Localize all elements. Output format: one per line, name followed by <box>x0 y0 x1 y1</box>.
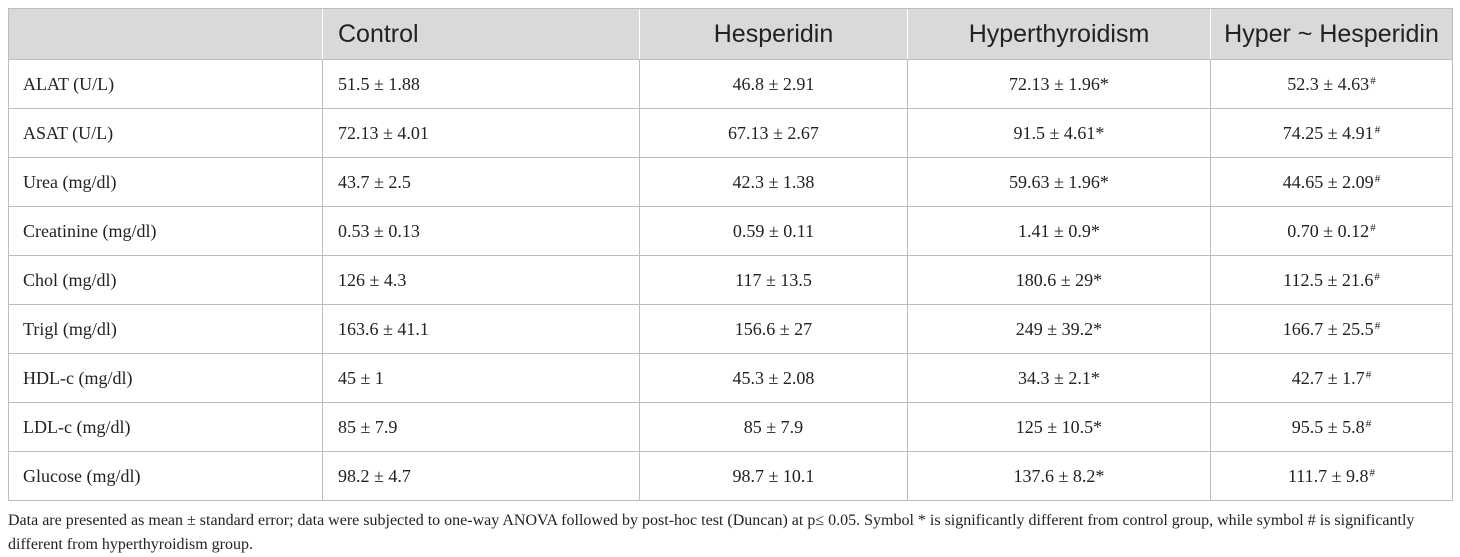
cell-hyperthyroidism: 1.41 ± 0.9* <box>908 207 1211 256</box>
table-row <box>9 207 1453 256</box>
cell-hyper-hesperidin <box>1211 60 1453 109</box>
row-label: Creatinine (mg/dl) <box>9 207 323 256</box>
significance-mark: # <box>1374 270 1380 283</box>
cell-hyperthyroidism: 125 ± 10.5* <box>908 403 1211 452</box>
cell-value: 111.7 ± 9.8 <box>1287 465 1369 486</box>
cell-control: 51.5 ± 1.88 <box>323 60 640 109</box>
row-label: HDL-c (mg/dl) <box>9 354 323 403</box>
cell-hyperthyroidism: 59.63 ± 1.96* <box>908 158 1211 207</box>
cell-hesperidin: 0.59 ± 0.11 <box>640 207 908 256</box>
header-cell-control: Control <box>323 9 640 60</box>
cell-hyper-hesperidin <box>1211 207 1453 256</box>
significance-mark: # <box>1374 319 1381 332</box>
table-row <box>9 403 1453 452</box>
cell-value: 0.70 ± 0.12 <box>1287 220 1370 241</box>
cell-control: 163.6 ± 41.1 <box>323 305 640 354</box>
cell-hyper-hesperidin <box>1211 452 1453 501</box>
header-cell-hyper-hesperidin: Hyper ~ Hesperidin <box>1211 9 1453 60</box>
cell-hesperidin: 67.13 ± 2.67 <box>640 109 908 158</box>
cell-control: 85 ± 7.9 <box>323 403 640 452</box>
cell-control: 72.13 ± 4.01 <box>323 109 640 158</box>
table-row <box>9 256 1453 305</box>
header-row <box>9 9 1453 60</box>
significance-mark: # <box>1365 368 1372 381</box>
cell-hesperidin: 156.6 ± 27 <box>640 305 908 354</box>
significance-mark: # <box>1374 172 1381 185</box>
significance-mark: # <box>1374 123 1381 136</box>
significance-mark: # <box>1370 74 1376 87</box>
header-cell-hyperthyroidism: Hyperthyroidism <box>908 9 1211 60</box>
header-cell-hesperidin: Hesperidin <box>640 9 908 60</box>
cell-control: 126 ± 4.3 <box>323 256 640 305</box>
table-row <box>9 60 1453 109</box>
cell-value: 42.7 ± 1.7 <box>1291 367 1365 388</box>
cell-hyperthyroidism: 137.6 ± 8.2* <box>908 452 1211 501</box>
table-row <box>9 305 1453 354</box>
table-row <box>9 109 1453 158</box>
cell-hyper-hesperidin <box>1211 354 1453 403</box>
cell-hesperidin: 46.8 ± 2.91 <box>640 60 908 109</box>
cell-control: 43.7 ± 2.5 <box>323 158 640 207</box>
cell-control: 98.2 ± 4.7 <box>323 452 640 501</box>
cell-control: 0.53 ± 0.13 <box>323 207 640 256</box>
cell-value: 112.5 ± 21.6 <box>1283 269 1374 290</box>
cell-hesperidin: 117 ± 13.5 <box>640 256 908 305</box>
cell-hesperidin: 85 ± 7.9 <box>640 403 908 452</box>
header-cell-empty <box>9 9 323 60</box>
cell-hesperidin: 42.3 ± 1.38 <box>640 158 908 207</box>
cell-hesperidin: 45.3 ± 2.08 <box>640 354 908 403</box>
results-table <box>8 8 1453 501</box>
cell-hyper-hesperidin <box>1211 305 1453 354</box>
cell-value: 52.3 ± 4.63 <box>1287 73 1370 94</box>
row-label: ASAT (U/L) <box>9 109 323 158</box>
row-label: Trigl (mg/dl) <box>9 305 323 354</box>
table-row <box>9 452 1453 501</box>
row-label: ALAT (U/L) <box>9 60 323 109</box>
row-label: Chol (mg/dl) <box>9 256 323 305</box>
significance-mark: # <box>1370 221 1376 234</box>
cell-value: 166.7 ± 25.5 <box>1282 318 1374 339</box>
table-container <box>8 8 1452 557</box>
row-label: LDL-c (mg/dl) <box>9 403 323 452</box>
cell-hyperthyroidism: 180.6 ± 29* <box>908 256 1211 305</box>
cell-hyper-hesperidin <box>1211 109 1453 158</box>
table-footnote: Data are presented as mean ± standard error; data were subjected to one-way ANOVA followed by post-hoc test (Duncan) at p≤ 0.05. Symbol * is significantly different from control group, while symbol # is significantly different from hyperthyroidism group. <box>8 512 1415 553</box>
cell-hesperidin: 98.7 ± 10.1 <box>640 452 908 501</box>
table-row <box>9 158 1453 207</box>
cell-value: 44.65 ± 2.09 <box>1282 171 1374 192</box>
cell-value: 95.5 ± 5.8 <box>1291 416 1365 437</box>
cell-hyperthyroidism: 249 ± 39.2* <box>908 305 1211 354</box>
significance-mark: # <box>1365 417 1372 430</box>
cell-hyper-hesperidin <box>1211 158 1453 207</box>
row-label: Glucose (mg/dl) <box>9 452 323 501</box>
cell-hyper-hesperidin <box>1211 256 1453 305</box>
cell-hyperthyroidism: 72.13 ± 1.96* <box>908 60 1211 109</box>
cell-hyperthyroidism: 91.5 ± 4.61* <box>908 109 1211 158</box>
cell-value: 74.25 ± 4.91 <box>1282 122 1374 143</box>
cell-hyper-hesperidin <box>1211 403 1453 452</box>
table-row <box>9 354 1453 403</box>
significance-mark: # <box>1369 466 1376 479</box>
cell-control: 45 ± 1 <box>323 354 640 403</box>
row-label: Urea (mg/dl) <box>9 158 323 207</box>
cell-hyperthyroidism: 34.3 ± 2.1* <box>908 354 1211 403</box>
